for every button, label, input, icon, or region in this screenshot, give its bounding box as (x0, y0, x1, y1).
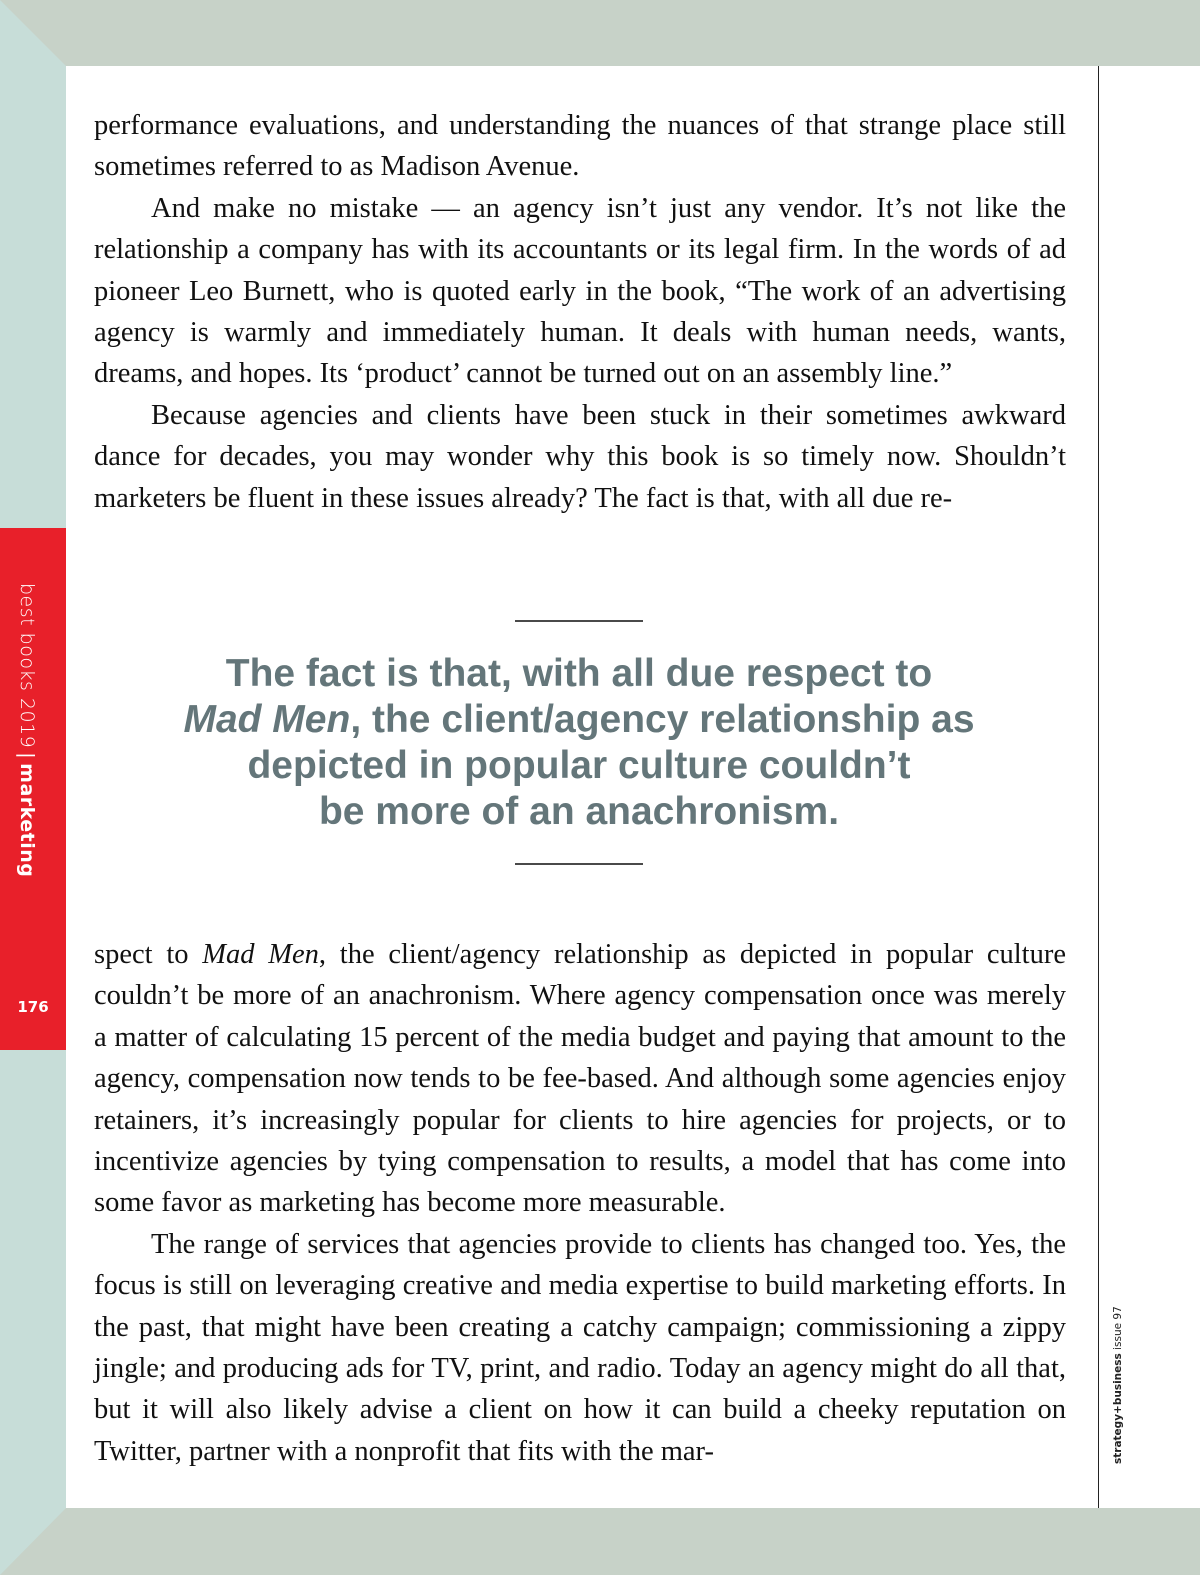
paragraph-compensation (94, 934, 1066, 1224)
article-body-bottom (94, 934, 1066, 1472)
paragraph-burnett-quote: And make no mistake — an agency isn’t just any vendor. It’s not like the relationship a company has with its accountants or its legal firm. In the words of ad pioneer Leo Burnett, who is quoted early in the book, “The work of an advertising agency is warmly and immediately human. It deals with human needs, wants, dreams, and hopes. Its ‘product’ cannot be turned out on an assembly line.” (94, 192, 1066, 390)
pull-quote (96, 651, 1062, 835)
pull-quote-line-2-rest: , the client/agency relationship as (350, 698, 975, 741)
bottom-margin-band (0, 1508, 1200, 1575)
italic-title-mad-men: Mad Men (202, 939, 319, 970)
section-name: marketing (16, 763, 38, 878)
paragraph-compensation-rest: , the client/agency relationship as depicted in popular culture couldn’t be more of an anachronism. Where agency compensation once was merely a matter of calculating 15 percent of the media budget and paying that amount to the agency, compensation now tends to be fee-based. And although some agencies enjoy retainers, it’s increasingly popular for clients to hire agencies for projects, or to incentivize agencies by tying compensation to results, a model that has come into some favor as marketing has become more measurable. (94, 939, 1066, 1219)
pull-quote-line-4: be more of an anachronism. (318, 790, 840, 833)
pull-quote-rule-bottom (515, 863, 643, 865)
pull-quote-italic-title: Mad Men (183, 698, 351, 741)
issue-number: issue 97 (1112, 1306, 1124, 1350)
paragraph-services: The range of services that agencies provide to clients has changed too. Yes, the focus is still on leveraging creative and media expertise to build marketing efforts. In the past, that might have been creating a catchy campaign; commissioning a zippy jingle; and producing ads for TV, print, and radio. Today an agency might do all that, but it will also likely advise a client on how it can build a cheeky reputation on Twitter, partner with a nonprofit that fits with the mar- (94, 1228, 1066, 1467)
pull-quote-line-3: depicted in popular culture couldn’t (247, 744, 911, 787)
section-label (16, 583, 38, 877)
page-number: 176 (17, 998, 49, 1016)
pull-quote-line-1: The fact is that, with all due respect to (225, 652, 933, 695)
publication-brand: strategy+business (1112, 1353, 1124, 1464)
paragraph-compensation-start: spect to (94, 939, 203, 970)
pull-quote-rule-top (515, 620, 643, 622)
paragraph-continuation: performance evaluations, and understanding the nuances of that strange place still sometimes referred to as Madison Avenue. (94, 110, 1066, 183)
section-prefix: best books 2019 (16, 583, 38, 749)
right-margin-rule (1098, 66, 1099, 1508)
top-margin-band (0, 0, 1200, 66)
section-separator: | (16, 752, 38, 760)
issue-label (1112, 1306, 1124, 1464)
article-body-top (94, 105, 1066, 519)
pull-quote-line-2 (96, 697, 1062, 743)
paragraph-timeliness: Because agencies and clients have been stuck in their sometimes awkward dance for decades, you may wonder why this book is so timely now. Shouldn’t marketers be fluent in these issues already? The fact is that, with all due re- (94, 399, 1066, 514)
